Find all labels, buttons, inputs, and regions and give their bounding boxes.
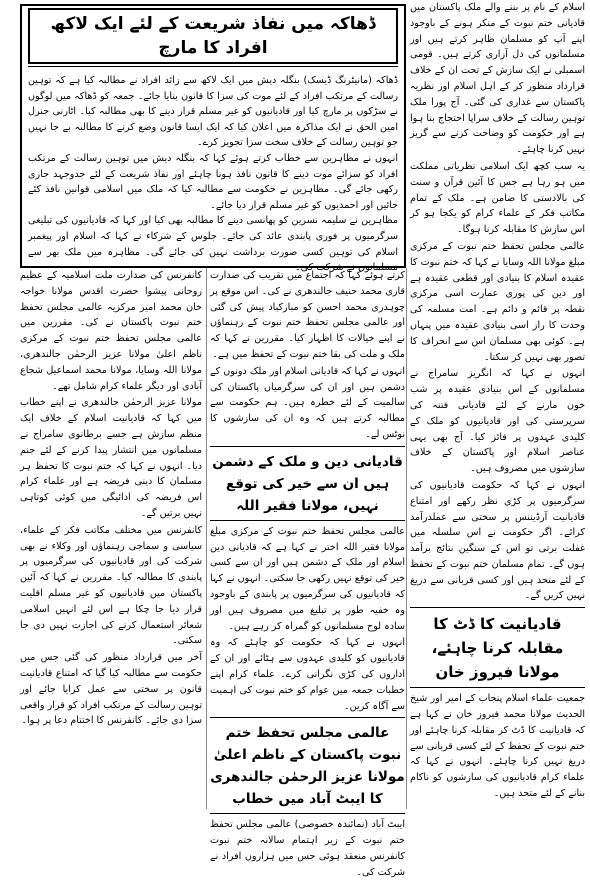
lower-right-paragraph: جمعیت علماء اسلام پنجاب کے امیر اور شیخ الحدیث مولانا محمد فیروز خان نے کہا ہے کہ قادیانیت کا ڈٹ کر مقابلہ کرنا چاہئے اور ختم نبوت کے تحفظ کے لئے کسی قربانی سے دریغ نہیں کرنا چاہئے۔ انہوں نے کہا کہ علماء کرام قادیانیوں کی سازشوں کو ناکام بنانے کے لئے متحد ہیں۔ (410, 693, 585, 800)
middle-column-paragraph: ایبٹ آباد (نمائندہ خصوصی) عالمی مجلس تحفظ ختم نبوت کے زیر اہتمام سالانہ ختم نبوت کانفرنس منعقد ہوئی جس میں ہزاروں افراد نے شرکت کی۔ (210, 819, 405, 878)
middle-column-paragraph: انہوں نے کہا کہ حکومت کو چاہئے کہ وہ قادیانیوں کو کلیدی عہدوں سے ہٹائے اور ان کے اداروں کی کڑی نگرانی کرے۔ علماء کرام اپنے خطبات جمعہ میں عوام کو ختم نبوت کی اہمیت سے آگاہ کریں۔ (210, 637, 405, 712)
vertical-divider (406, 268, 407, 809)
middle-column-paragraph: عالمی مجلس تحفظ ختم نبوت کے مرکزی مبلغ مولانا فقیر اللہ اختر نے کہا ہے کہ قادیانی دین اسلام اور ملک کے دشمن ہیں اور ان سے کسی خیر کی توقع نہیں رکھی جا سکتی۔ انہوں نے کہا کہ قادیانیوں کی سرگرمیوں پر پابندی کے باوجود وہ خفیہ طور پر تبلیغ میں مصروف ہیں اور سادہ لوح مسلمانوں کو گمراہ کر رہے ہیں۔ (210, 525, 405, 632)
column-divider (410, 687, 585, 688)
middle-column-paragraph: انہوں نے کہا کہ قادیانی اسلام اور ملک دونوں کے دشمن ہیں اور ان کی سرگرمیاں پاکستان کی سالمیت کے لئے خطرہ ہیں۔ ہم حکومت سے مطالبہ کرتے ہیں کہ وہ ان کی سازشوں کا نوٹس لے۔ (209, 365, 405, 440)
middle-column (209, 268, 405, 878)
right-column-paragraph: یہ سب کچھ ایک اسلامی نظریاتی مملکت میں ہو رہا ہے جس کا آئین قرآن و سنت کی بالادستی کا ضامن ہے۔ ملک کے تمام مکاتب فکر کے علماء کرام کو یکجا ہو کر اس سازش کا مقابلہ کرنا ہوگا۔ (410, 160, 585, 236)
column-divider (210, 717, 405, 718)
middle-subheadline: قادیانی دین و ملک کے دشمن ہیں ان سے خیر کی توقع نہیں، مولانا فقیر اللہ (212, 453, 403, 514)
top-story-paragraph: مظاہرین نے سلیمہ نسرین کو پھانسی دینے کا مطالبہ بھی کیا اور کہا کہ قادیانیوں کی تبلیغی سرگرمیوں پر فوری پابندی عائد کی جائے۔ جلوس کے شرکاء نے کہا کہ اسلام اور پیغمبر اسلام کی توہین کسی صورت برداشت نہیں کی جائے گی۔ مظاہرہ میں ملک بھر سے مسلمانوں نے شرکت کی۔ (28, 215, 398, 274)
right-column-paragraph: انہوں نے کہا کہ انگریز سامراج نے مسلمانوں کے اس بنیادی عقیدہ پر شب خون مارنے کے لئے قادیانی فتنہ کی سرپرستی کی اور قادیانیوں کو ملک کے کلیدی عہدوں پر فائز کیا۔ آج بھی یہی عناصر اسلام اور پاکستان کے خلاف سازشوں میں مصروف ہیں۔ (410, 368, 585, 475)
left-column-paragraph: آخر میں قرارداد منظور کی گئی جس میں حکومت سے مطالبہ کیا گیا کہ امتناع قادیانیت قانون پر سختی سے عمل کرایا جائے اور توہین رسالت کے مرتکب افراد کو قرار واقعی سزا دی جائے۔ کانفرنس کا اختتام دعا پر ہوا۔ (20, 652, 202, 727)
top-story-headline: ڈھاکہ میں نفاذ شریعت کے لئے ایک لاکھ افراد کا مارچ (28, 8, 398, 64)
vertical-divider (206, 268, 207, 809)
left-column-paragraph: کانفرنس میں مختلف مکاتب فکر کے علماء، سیاسی و سماجی رہنماؤں اور وکلاء نے بھی شرکت کی اور قادیانیوں کی سرگرمیوں پر پابندی کا مطالبہ کیا۔ مقررین نے کہا کہ آئین پاکستان میں قادیانیوں کو غیر مسلم اقلیت قرار دیا جا چکا ہے اس لئے انہیں اسلامی شعائر استعمال کرنے کی اجازت نہیں دی جا سکتی۔ (20, 524, 202, 647)
right-column-paragraph: عالمی مجلس تحفظ ختم نبوت کے مرکزی مبلغ مولانا اللہ وسایا نے کہا کہ ختم نبوت کا عقیدہ اسلام کا بنیادی اور قطعی عقیدہ ہے اور دین کی پوری عمارت اسی مرکزی نقطہ پر قائم و دائم ہے۔ امت مسلمہ کی وحدت کا راز اسی بنیادی عقیدہ میں پنہاں ہے۔ کوئی بھی مسلمان اس سے انحراف کا تصور بھی نہیں کر سکتا۔ (410, 240, 585, 363)
column-divider (410, 607, 585, 608)
top-story-paragraph: ڈھاکہ (مانیٹرنگ ڈیسک) بنگلہ دیش میں ایک لاکھ سے زائد افراد نے مطالبہ کیا ہے کہ توہین رسالت کے مرتکب افراد کے لئے موت کی سزا کا قانون بنایا جائے۔ جمعہ کو ڈھاکہ میں لوگوں نے سڑکوں پر مارچ کیا اور قادیانیوں کو غیر مسلم قرار دینے کا بھی مطالبہ کیا۔ اٹارنی جنرل امین الحق نے ایک مذاکرہ میں اعلان کیا کہ ایک ایسا قانون وضع کرنے کا مطالبہ بے جا نہیں جو توہین رسالت کے خلاف سخت سزا تجویز کرے۔ (28, 75, 398, 149)
top-story-paragraph: انہوں نے مظاہرین سے خطاب کرتے ہوئے کہا کہ بنگلہ دیش میں توہین رسالت کے مرتکب افراد کو سزائے موت دینے کا قانون نافذ ہونا چاہئے اور نفاذ شریعت کے لئے جدوجہد جاری رکھی جائے گی۔ مظاہرین نے حکومت سے مطالبہ کیا کہ ملک میں اسلامی قوانین نافذ کئے جائیں اور احمدیوں کو غیر مسلم قرار دیا جائے۔ (28, 152, 398, 211)
left-column-paragraph: مولانا عزیز الرحمٰن جالندھری نے اپنے خطاب میں کہا کہ قادیانیت اسلام کے خلاف ایک منظم سازش ہے جسے برطانوی سامراج نے مسلمانوں میں انتشار پیدا کرنے کے لئے جنم دیا۔ انہوں نے کہا کہ ختم نبوت کا تحفظ ہر مسلمان کا دینی فریضہ ہے اور علماء کرام اس فریضہ کی ادائیگی میں کوئی کوتاہی نہیں برتیں گے۔ (20, 397, 202, 519)
top-story-box (20, 4, 406, 274)
column-divider (210, 446, 405, 447)
column-divider (210, 813, 405, 814)
right-column-paragraph: اسلام کے نام پر بننے والے ملک پاکستان میں قادیانی ختم نبوت کے منکر ہونے کے باوجود اپنے آپ کو مسلمان ظاہر کرتے ہیں اور مسلمانوں کی دل آزاری کرتے ہیں۔ قومی اسمبلی نے ایک سازش کے تحت ان کے خلاف قرارداد منظور کر کے اہل اسلام اور نظریہ پاکستان سے غداری کی گئی۔ آج پورا ملک توہین رسالت کے خلاف سراپا احتجاج بنا ہوا ہے اور حکومت کو وضاحت کرنے سے گریز نہیں کرنا چاہئے۔ (410, 2, 585, 156)
left-column-paragraph: کانفرنس کی صدارت ملت اسلامیہ کے عظیم روحانی پیشوا حضرت اقدس مولانا خواجہ خان محمد امیر مرکزیہ عالمی مجلس تحفظ ختم نبوت پاکستان نے کی۔ مقررین میں عالمی مجلس تحفظ ختم نبوت کے مرکزی ناظم اعلیٰ مولانا عزیز الرحمٰن جالندھری، مولانا اللہ وسایا، مولانا محمد اسماعیل شجاع آبادی اور دیگر علماء کرام شامل تھے۔ (20, 270, 202, 392)
right-column-paragraph: انہوں نے کہا کہ حکومت قادیانیوں کی سرگرمیوں پر کڑی نظر رکھے اور امتناع قادیانیت آرڈیننس پر سختی سے عملدرآمد کرائے۔ اگر حکومت نے اس سلسلہ میں غفلت برتی تو اس کے سنگین نتائج برآمد ہوں گے۔ تمام مسلمان ختم نبوت کے تحفظ کے لئے متحد ہیں اور کسی قربانی سے دریغ نہیں کریں گے۔ (410, 479, 585, 602)
middle-column-paragraph: کرتے ہوئے کہا کہ اجتماع میں تقریب کی صدارت قاری محمد حنیف جالندھری نے کی۔ اس موقع پر چوہدری محمد احسن کو مبارکباد پیش کی گئی اور عالمی مجلس تحفظ ختم نبوت کے رہنماؤں نے اپنے خیالات کا اظہار کیا۔ مقررین نے کہا کہ ملک و ملت کی بقا ختم نبوت کے تحفظ میں ہے۔ (210, 270, 405, 360)
middle-subheadline-2: عالمی مجلس تحفظ ختم نبوت پاکستان کے ناظم اعلیٰ مولانا عزیز الرحمٰن جالندھری کا ایبٹ آباد میں خطاب (210, 725, 405, 808)
top-story-body (22, 71, 404, 276)
left-column (20, 268, 202, 809)
lower-right-subheadline: قادیانیت کا ڈٹ کا مقابلہ کرنا چاہئے، مولانا فیروز خان (431, 615, 564, 682)
top-story-headline-wrap (28, 8, 398, 67)
right-column (410, 0, 585, 809)
column-divider (210, 520, 405, 521)
